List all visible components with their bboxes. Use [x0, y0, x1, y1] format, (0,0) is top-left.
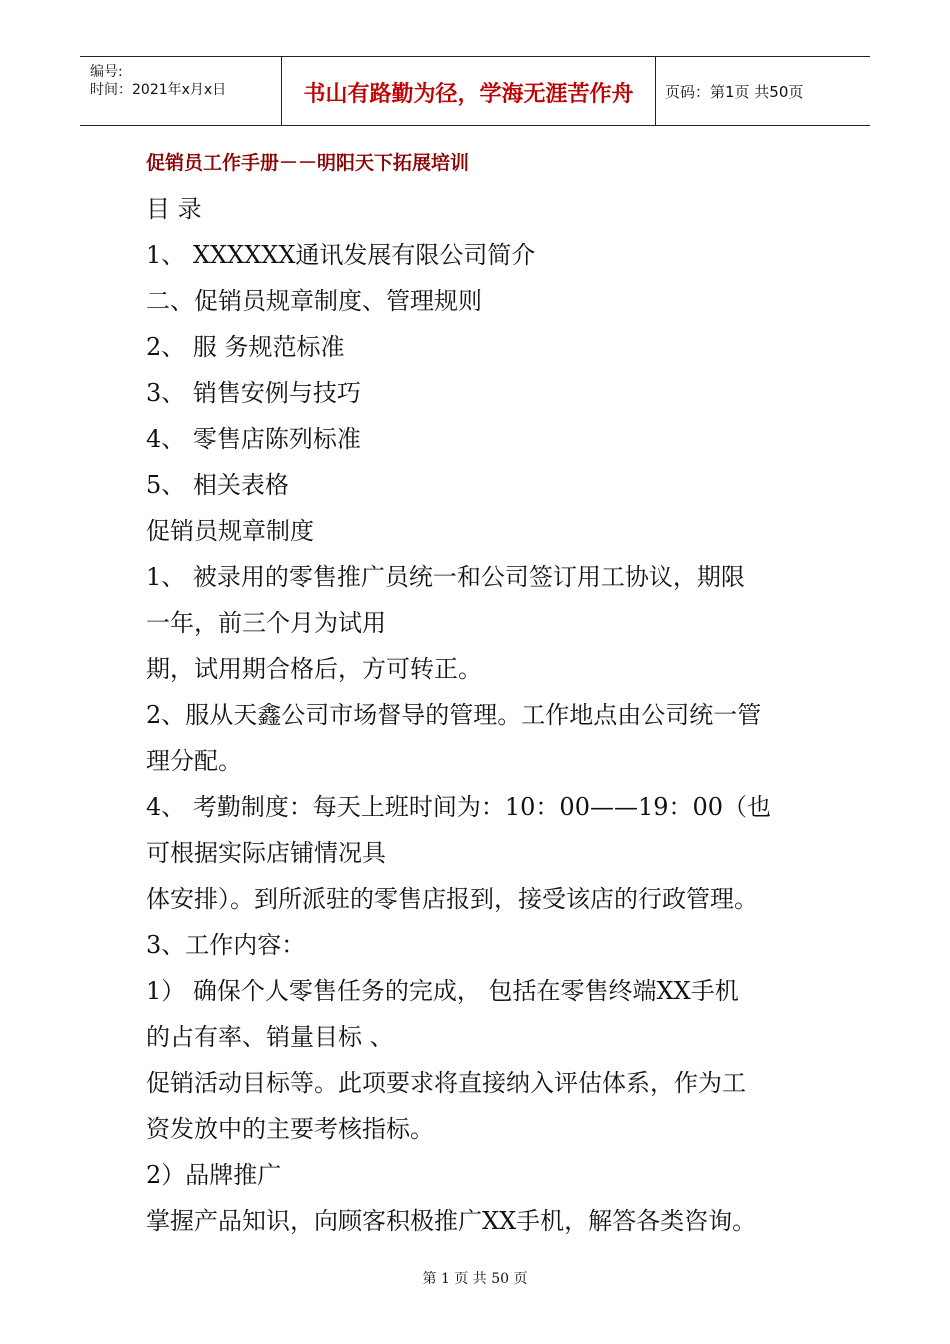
toc-item: 5、 相关表格 — [146, 471, 289, 499]
body-line: 理分配。 — [146, 747, 242, 775]
toc-item: 1、 XXXXXX通讯发展有限公司简介 — [146, 241, 536, 269]
toc-item: 二、促销员规章制度、管理规则 — [146, 287, 482, 315]
toc-item: 3、 销售安例与技巧 — [146, 379, 361, 407]
page-info: 页码：第1页 共50页 — [665, 83, 804, 101]
header-meta-cell — [80, 57, 280, 125]
toc-heading: 目 录 — [146, 195, 202, 223]
serial-label: 编号: — [90, 64, 123, 80]
body-line: 的占有率、销量目标 、 — [146, 1023, 394, 1051]
body-line: 1、 被录用的零售推广员统一和公司签订用工协议，期限 — [146, 563, 745, 591]
header-motto-cell — [281, 57, 656, 125]
body-line: 促销活动目标等。此项要求将直接纳入评估体系，作为工 — [146, 1069, 746, 1097]
toc-item: 2、 服 务规范标准 — [146, 333, 345, 361]
document-body — [146, 186, 806, 1244]
toc-item: 4、 零售店陈列标准 — [146, 425, 361, 453]
body-line: 3、工作内容： — [146, 931, 306, 959]
body-line: 资发放中的主要考核指标。 — [146, 1115, 434, 1143]
body-line: 2、服从天鑫公司市场督导的管理。工作地点由公司统一管 — [146, 701, 762, 729]
header-table — [80, 56, 870, 126]
body-line: 一年，前三个月为试用 — [146, 609, 386, 637]
document-title: 促销员工作手册－－明阳天下拓展培训 — [146, 152, 470, 174]
body-line: 2）品牌推广 — [146, 1161, 282, 1189]
header-page-cell — [655, 57, 870, 125]
body-line: 体安排）。到所派驻的零售店报到，接受该店的行政管理。 — [146, 885, 758, 913]
body-line: 期，试用期合格后，方可转正。 — [146, 655, 482, 683]
body-line: 4、 考勤制度：每天上班时间为：10：00——19：00（也 — [146, 793, 772, 821]
time-label: 时间：2021年x月x日 — [90, 82, 227, 98]
section-heading: 促销员规章制度 — [146, 517, 314, 545]
motto: 书山有路勤为径，学海无涯苦作舟 — [303, 81, 634, 107]
body-line: 1） 确保个人零售任务的完成， 包括在零售终端XX手机 — [146, 977, 739, 1005]
body-line: 掌握产品知识，向顾客积极推广XX手机，解答各类咨询。 — [146, 1207, 757, 1235]
body-line: 可根据实际店铺情况具 — [146, 839, 386, 867]
page-footer: 第 1 页 共 50 页 — [422, 1271, 528, 1287]
